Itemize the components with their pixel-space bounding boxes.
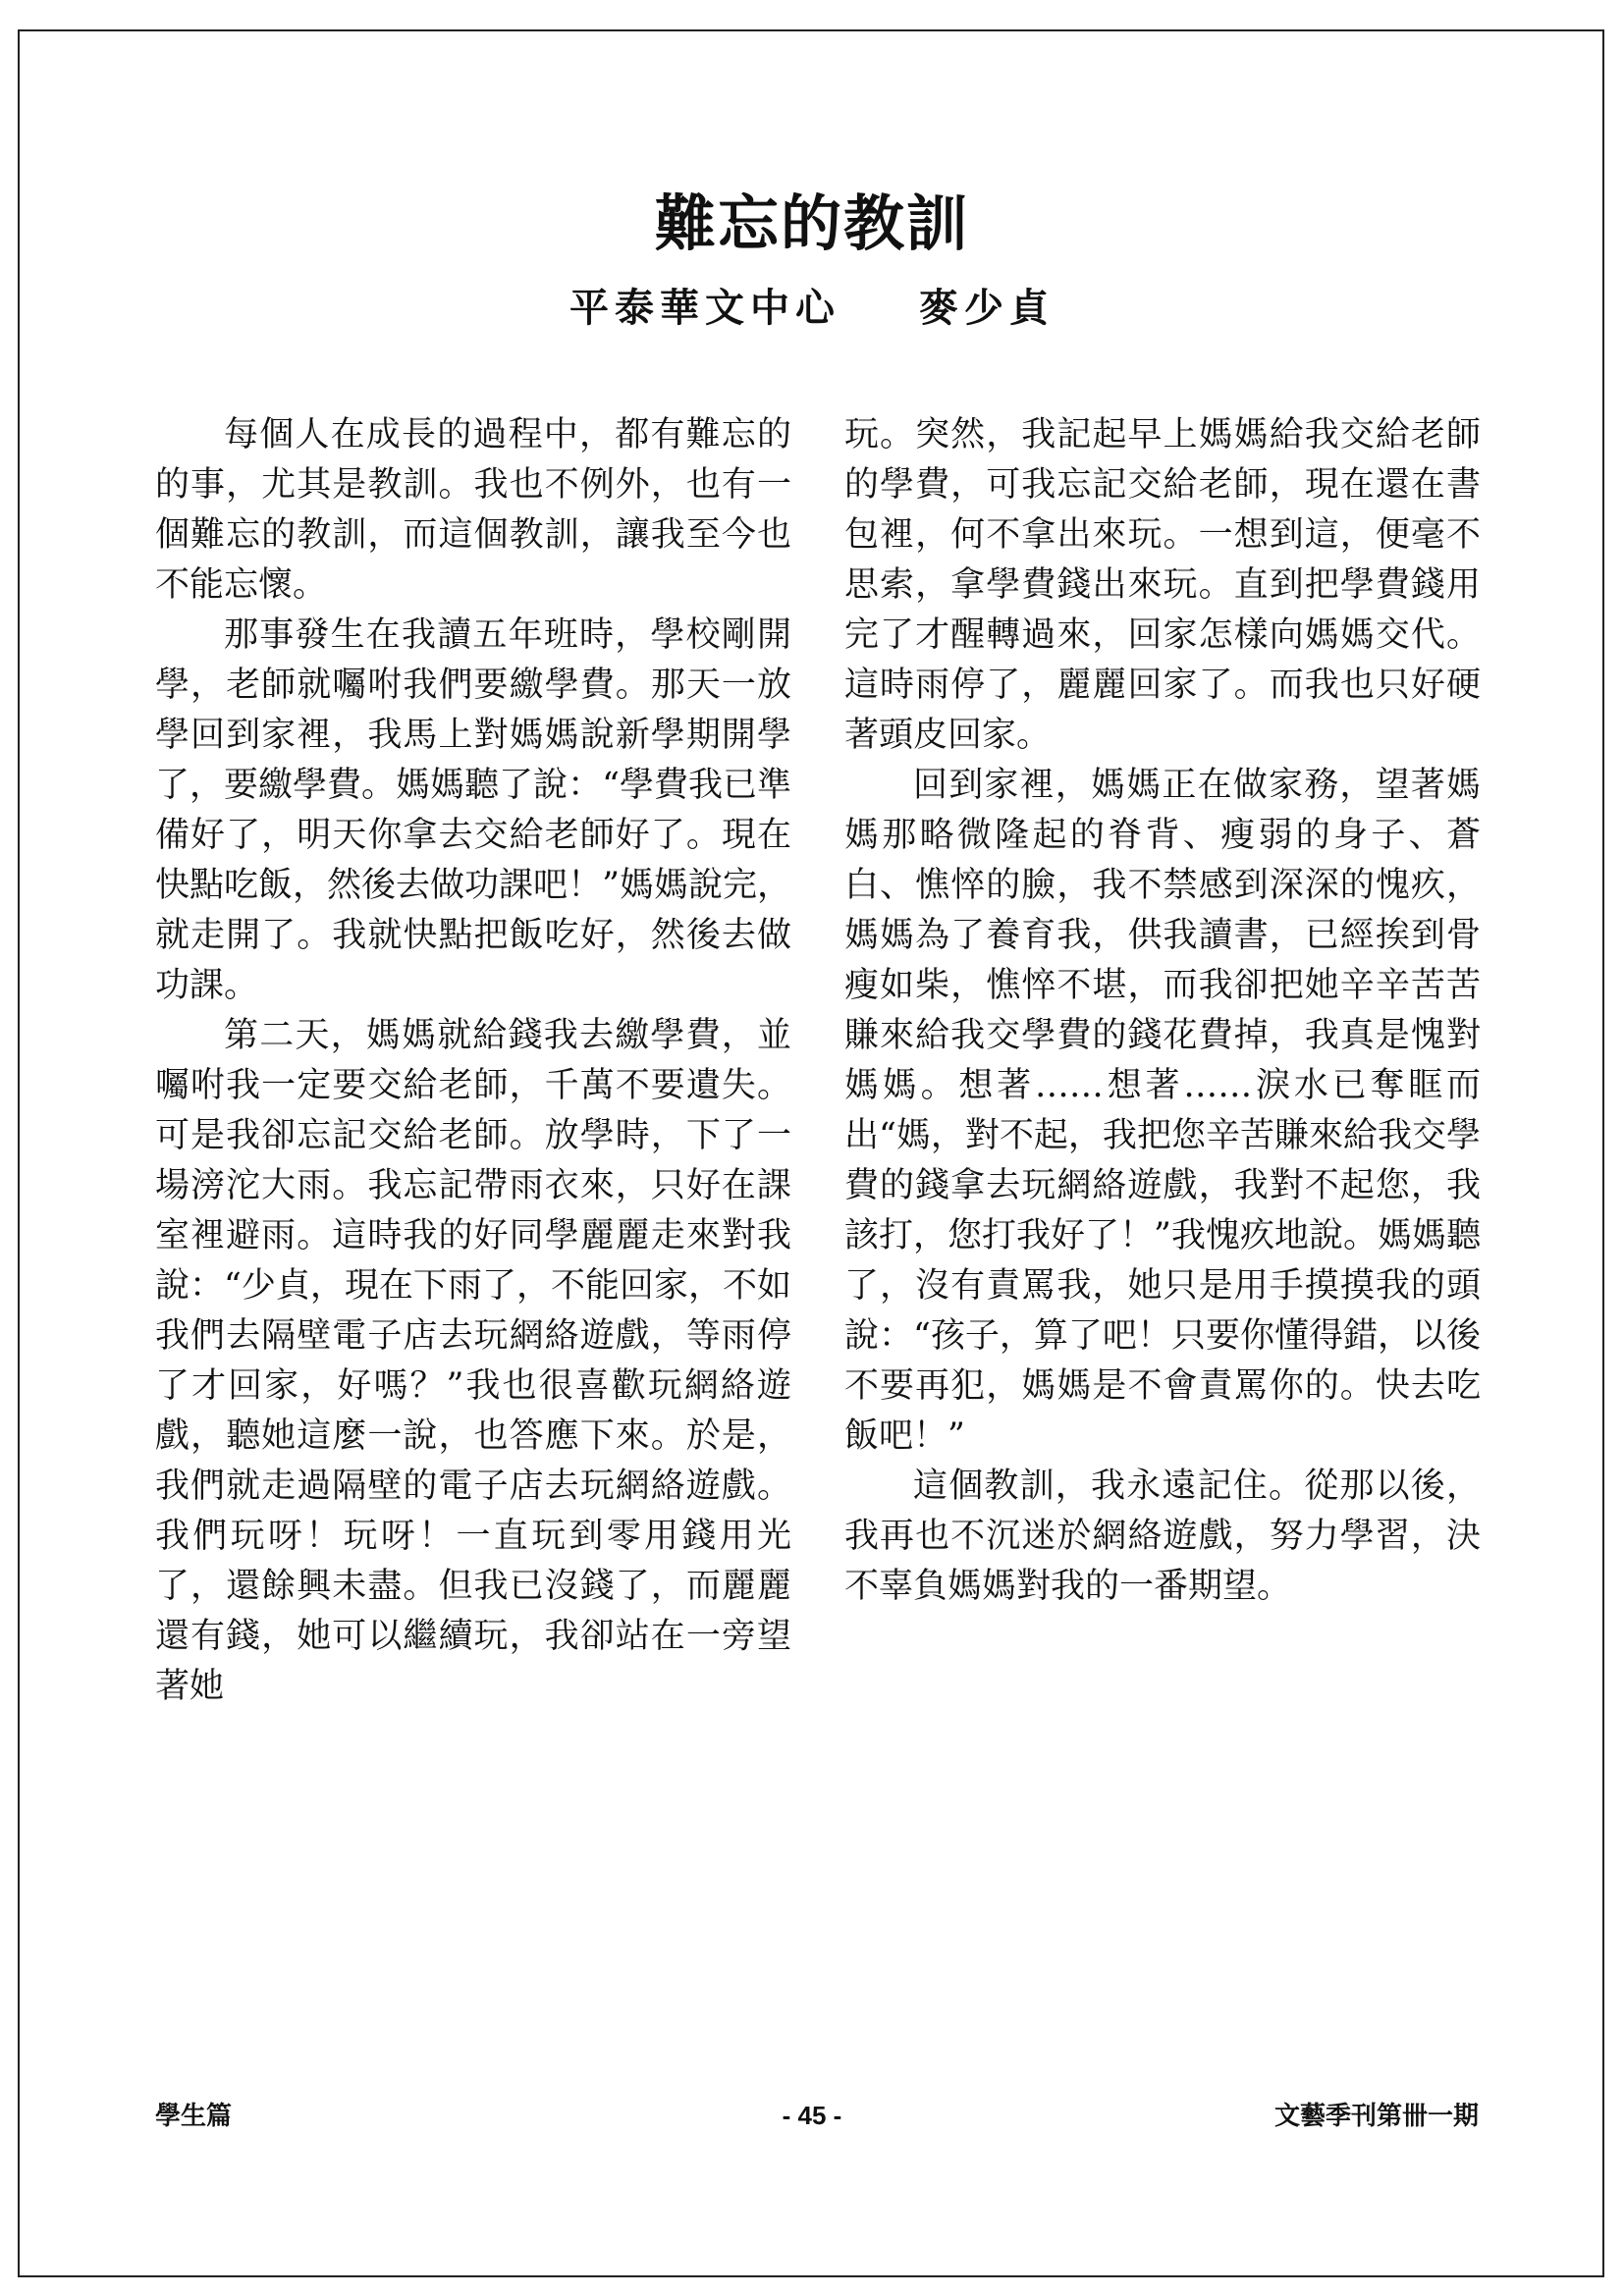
footer-publication-title: 文藝季刊第卌一期 [1273, 2101, 1479, 2130]
author-name: 麥少貞 [919, 285, 1055, 331]
paragraph: 那事發生在我讀五年班時，學校剛開學，老師就囑咐我們要繳學費。那天一放學回到家裡，我馬上對媽媽說新學期開學了，要繳學費。媽媽聽了說：“學費我已準備好了，明天你拿去交給老師好了。現在快點吃飯，然後去做功課吧！”媽媽說完，就走開了。我就快點把飯吃好，然後去做功課。 [155, 615, 791, 1005]
article-title: 難忘的教訓 [654, 187, 969, 259]
paragraph: 第二天，媽媽就給錢我去繳學費，並囑咐我一定要交給老師，千萬不要遺失。可是我卻忘記交給老師。放學時，下了一場滂沱大雨。我忘記帶雨衣來，只好在課室裡避雨。這時我的好同學麗麗走來對我說：“少貞，現在下雨了，不能回家，不如我們去隔壁電子店去玩網絡遊戲，等雨停了才回家，好嗎？”我也很喜歡玩網絡遊戲，聽她這麼一說，也答應下來。於是，我們就走過隔壁的電子店去玩網絡遊戲。我們玩呀！玩呀！一直玩到零用錢用光了，還餘興未盡。但我已沒錢了，而麗麗還有錢，她可以繼續玩，我卻站在一旁望著她 [155, 1016, 791, 1706]
paragraph-continued: 玩。突然，我記起早上媽媽給我交給老師的學費，可我忘記交給老師，現在還在書包裡，何不拿出來玩。一想到這，便毫不思索，拿學費錢出來玩。直到把學費錢用完了才醒轉過來，回家怎樣向媽媽交代。這時雨停了，麗麗回家了。而我也只好硬著頭皮回家。 [844, 415, 1481, 755]
author-organization: 平泰華文中心 [569, 285, 840, 331]
paragraph: 回到家裡，媽媽正在做家務，望著媽媽那略微隆起的脊背、瘦弱的身子、蒼白、憔悴的臉，我不禁感到深深的愧疚，媽媽為了養育我，供我讀書，已經挨到骨瘦如柴，憔悴不堪，而我卻把她辛辛苦苦賺來給我交學費的錢花費掉，我真是愧對媽媽。想著……想著……淚水已奪眶而出“媽，對不起，我把您辛苦賺來給我交學費的錢拿去玩網絡遊戲，我對不起您，我該打，您打我好了！”我愧疚地說。媽媽聽了，沒有責罵我，她只是用手摸摸我的頭說：“孩子，算了吧！只要你懂得錯，以後不要再犯，媽媽是不會責罵你的。快去吃飯吧！” [844, 766, 1481, 1456]
paragraph: 每個人在成長的過程中，都有難忘的的事，尤其是教訓。我也不例外，也有一個難忘的教訓，而這個教訓，讓我至今也不能忘懷。 [155, 415, 791, 605]
footer-page-number: - 45 - [782, 2101, 842, 2130]
body-column-left [155, 410, 791, 1712]
paragraph: 這個教訓，我永遠記住。從那以後，我再也不沉迷於網絡遊戲，努力學習，決不辜負媽媽對我的一番期望。 [844, 1467, 1481, 1606]
body-column-right [844, 410, 1481, 1612]
article-byline [0, 281, 1624, 336]
footer-section-label: 學生篇 [155, 2101, 233, 2130]
